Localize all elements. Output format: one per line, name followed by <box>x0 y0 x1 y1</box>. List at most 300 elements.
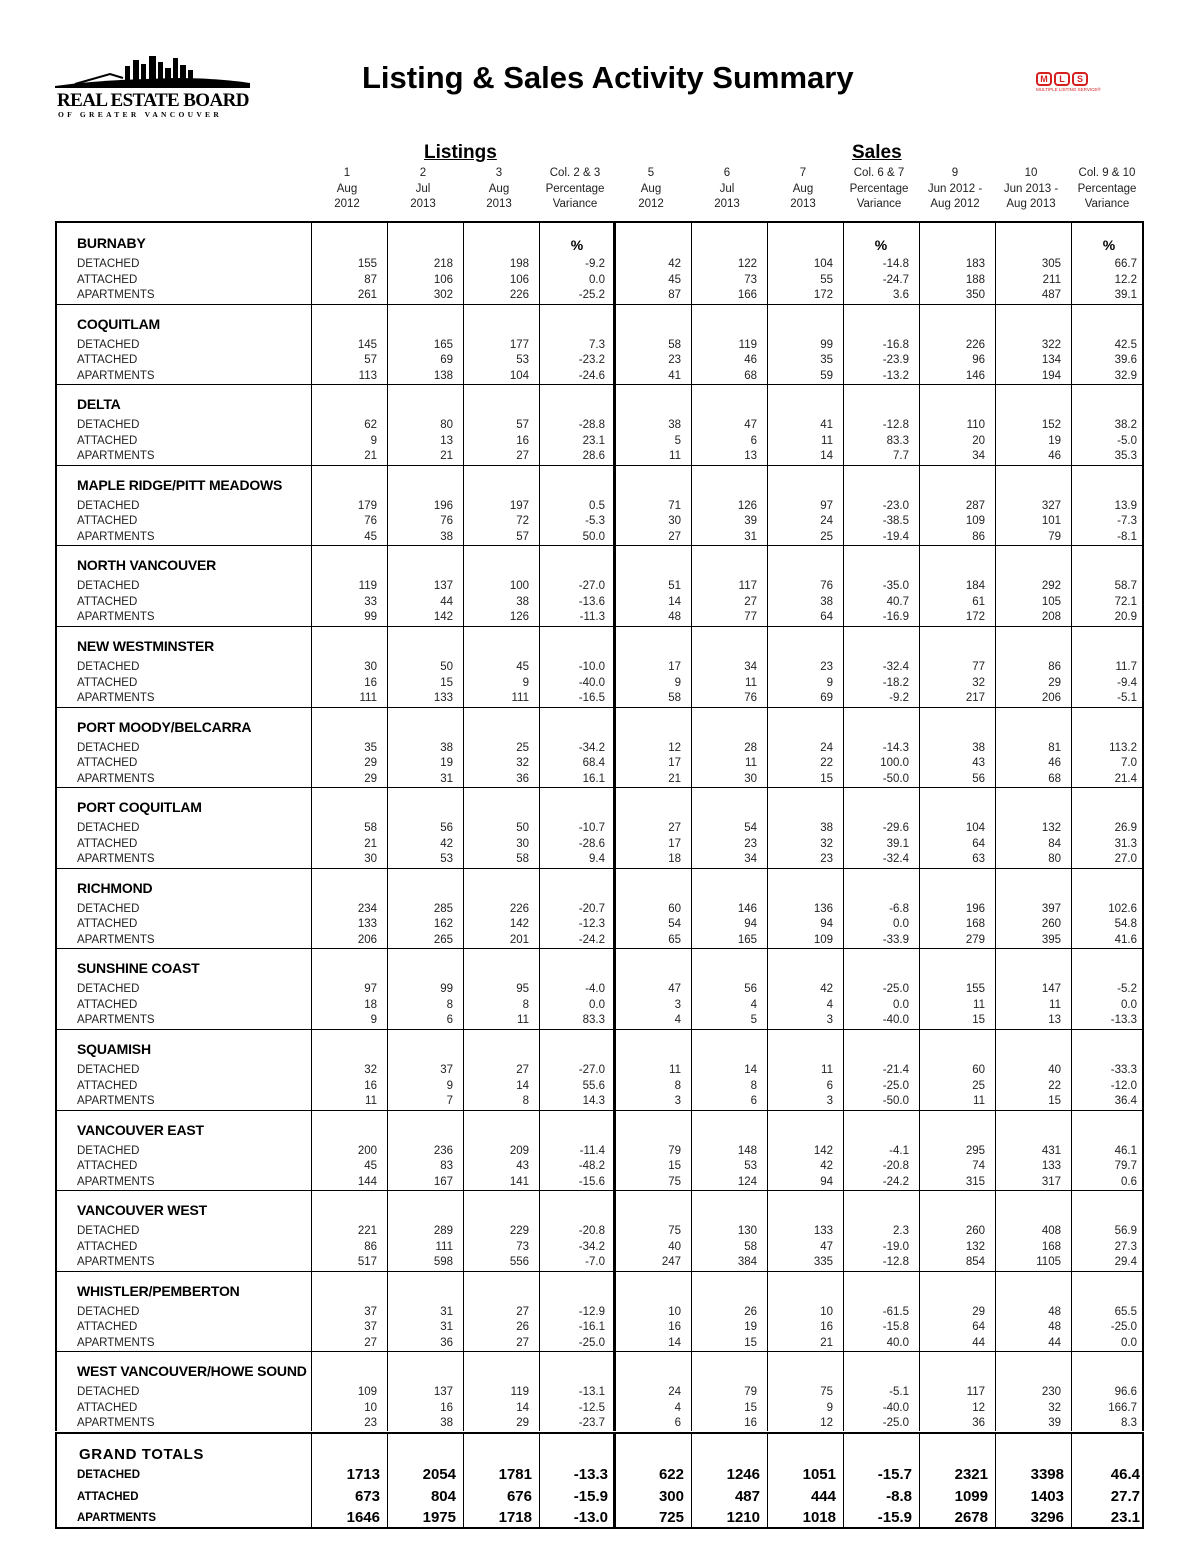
table-cell: 97 <box>820 499 833 512</box>
table-cell: 26 <box>744 1305 757 1318</box>
table-cell: 4 <box>750 998 757 1011</box>
column-header-line: 7 <box>799 167 807 179</box>
column-header-line: Jun 2013 - <box>1003 182 1059 195</box>
table-cell: 4 <box>674 1014 681 1027</box>
table-row <box>57 435 1142 450</box>
table-cell: 42 <box>820 1160 833 1173</box>
region-name: WEST VANCOUVER/HOWE SOUND <box>77 1363 307 1380</box>
table-cell: 36 <box>972 1417 985 1430</box>
table-cell: 104 <box>965 822 985 835</box>
table-cell: 11 <box>821 1064 833 1076</box>
table-cell: -23.9 <box>882 354 909 367</box>
table-cell: 24 <box>668 1386 681 1399</box>
table-cell: 28.6 <box>582 450 605 463</box>
table-cell: 42 <box>820 983 833 996</box>
totals-cell: 622 <box>658 1466 684 1483</box>
column-header-line: Col. 2 & 3 <box>549 167 601 179</box>
table-row <box>57 742 1142 757</box>
table-cell: 27.0 <box>1114 853 1137 866</box>
table-cell: 23 <box>820 853 833 866</box>
table-cell: -33.9 <box>882 933 909 946</box>
table-cell: 247 <box>661 1256 681 1269</box>
table-cell: 146 <box>737 902 757 915</box>
totals-cell: 3296 <box>1030 1509 1064 1526</box>
column-header-line: Jul <box>719 182 735 195</box>
table-cell: 3 <box>674 1095 681 1107</box>
table-cell: 167 <box>433 1175 453 1188</box>
table-cell: 146 <box>965 369 985 382</box>
table-cell: 0.0 <box>1121 998 1137 1011</box>
table-cell: 48 <box>668 611 681 624</box>
table-row <box>57 274 1142 289</box>
table-cell: 9 <box>826 1401 833 1414</box>
table-cell: 24 <box>820 515 833 528</box>
table-cell: 142 <box>813 1144 833 1157</box>
table-cell: 35 <box>820 354 833 367</box>
region-name: WHISTLER/PEMBERTON <box>77 1282 240 1299</box>
column-header-line: 2013 <box>486 198 512 210</box>
table-cell: 57 <box>516 419 529 432</box>
table-cell: 20.9 <box>1114 611 1137 624</box>
table-cell: 15 <box>972 1014 985 1027</box>
row-label: ATTACHED <box>77 998 138 1011</box>
row-label: APARTMENTS <box>77 1175 155 1188</box>
table-row <box>57 1241 1142 1256</box>
table-cell: 15 <box>440 676 453 689</box>
totals-cell: 300 <box>658 1487 684 1505</box>
totals-cell: -15.9 <box>573 1487 608 1505</box>
table-cell: 133 <box>813 1225 833 1238</box>
table-cell: 12 <box>972 1401 985 1414</box>
table-cell: 0.0 <box>589 998 605 1011</box>
table-cell: -13.3 <box>1110 1014 1137 1027</box>
totals-cell: 1018 <box>802 1509 836 1526</box>
table-cell: 230 <box>1041 1386 1061 1399</box>
table-cell: 33 <box>364 595 377 608</box>
table-row <box>57 1064 1142 1079</box>
table-cell: 29 <box>364 772 377 785</box>
row-label: DETACHED <box>77 983 140 996</box>
table-cell: 81 <box>1048 741 1061 754</box>
table-cell: -8.1 <box>1117 530 1137 543</box>
table-cell: 183 <box>965 258 985 270</box>
row-label: APARTMENTS <box>77 1095 155 1107</box>
table-cell: 69 <box>440 354 453 367</box>
table-cell: 32.9 <box>1114 369 1137 382</box>
table-cell: -23.7 <box>578 1417 605 1430</box>
table-cell: 16 <box>364 1079 377 1092</box>
table-cell: 18 <box>364 998 377 1011</box>
table-cell: 261 <box>357 289 377 301</box>
table-cell: 48 <box>1048 1321 1061 1334</box>
table-cell: 79 <box>668 1144 681 1157</box>
table-cell: 21 <box>668 772 681 785</box>
table-cell: 117 <box>738 580 757 593</box>
table-cell: 37 <box>440 1064 453 1076</box>
column-header-line: 6 <box>723 167 731 179</box>
table-cell: -20.8 <box>578 1225 605 1238</box>
row-label: DETACHED <box>77 1386 140 1399</box>
table-cell: 8 <box>522 1095 529 1107</box>
table-cell: 126 <box>509 611 529 624</box>
table-row <box>57 677 1142 692</box>
table-cell: 75 <box>668 1225 681 1238</box>
table-cell: 17 <box>668 837 681 850</box>
table-cell: 27 <box>516 450 529 463</box>
table-row <box>57 354 1142 369</box>
table-cell: 137 <box>433 580 453 593</box>
table-cell: -5.2 <box>1117 983 1137 996</box>
row-label: ATTACHED <box>77 434 138 447</box>
table-cell: 11 <box>973 1095 985 1107</box>
column-header-line: Aug <box>336 182 358 195</box>
table-cell: 44 <box>440 595 453 608</box>
table-cell: 13.9 <box>1114 499 1137 512</box>
column-header <box>689 166 765 213</box>
table-cell: -14.8 <box>882 258 909 270</box>
table-row <box>57 339 1142 354</box>
table-cell: 31 <box>440 1305 453 1318</box>
table-cell: 55.6 <box>582 1079 605 1092</box>
totals-cell: 1718 <box>498 1509 532 1526</box>
table-cell: 5 <box>674 434 681 447</box>
table-cell: 38 <box>668 419 681 432</box>
table-cell: 39 <box>744 515 757 528</box>
table-cell: -19.4 <box>882 530 909 543</box>
table-cell: 30 <box>364 661 377 673</box>
table-row <box>57 661 1142 676</box>
table-cell: 39.1 <box>1114 289 1137 301</box>
column-header <box>461 166 537 213</box>
table-cell: 64 <box>972 1321 985 1334</box>
table-row <box>57 1306 1142 1321</box>
table-cell: -13.1 <box>578 1386 605 1399</box>
table-cell: 104 <box>813 258 833 270</box>
table-cell: 200 <box>357 1144 377 1157</box>
table-cell: 94 <box>744 918 757 931</box>
table-cell: 148 <box>737 1144 757 1157</box>
table-cell: 65.5 <box>1114 1305 1137 1318</box>
table-cell: 384 <box>737 1256 757 1269</box>
table-cell: -16.9 <box>882 611 909 624</box>
table-cell: 31 <box>440 1321 453 1334</box>
row-label: DETACHED <box>77 1305 140 1318</box>
table-cell: 56 <box>744 983 757 996</box>
table-cell: 111 <box>511 692 529 704</box>
region-block <box>57 465 1142 546</box>
table-cell: 12 <box>668 741 681 754</box>
table-cell: 0.5 <box>589 499 605 512</box>
table-cell: 27 <box>668 530 681 543</box>
region-name: SQUAMISH <box>77 1041 151 1057</box>
column-header-line: Aug <box>792 182 814 195</box>
table-cell: 46 <box>1048 757 1061 770</box>
region-block <box>57 787 1142 868</box>
table-cell: 68.4 <box>582 757 605 770</box>
table-cell: 13 <box>440 434 453 447</box>
table-cell: 27 <box>364 1336 377 1349</box>
table-cell: -9.2 <box>889 692 909 704</box>
table-cell: 172 <box>965 611 985 624</box>
table-cell: 34 <box>744 853 757 866</box>
table-cell: 41.6 <box>1114 933 1137 946</box>
table-cell: 201 <box>509 933 529 946</box>
table-cell: 9 <box>674 676 681 689</box>
table-cell: 32 <box>516 757 529 770</box>
table-cell: 130 <box>737 1225 757 1238</box>
totals-cell: -13.0 <box>573 1509 608 1526</box>
table-cell: -20.7 <box>578 902 605 915</box>
table-cell: 23 <box>364 1417 377 1430</box>
table-cell: 196 <box>433 499 453 512</box>
table-cell: 54.8 <box>1114 918 1137 931</box>
table-cell: 322 <box>1041 338 1061 351</box>
table-row <box>57 1095 1142 1110</box>
row-label: APARTMENTS <box>77 772 155 785</box>
table-cell: 87 <box>364 273 377 286</box>
table-cell: -25.0 <box>882 1079 909 1092</box>
table-cell: 84 <box>1048 837 1061 850</box>
table-cell: 126 <box>737 499 757 512</box>
table-row <box>57 757 1142 772</box>
table-cell: 23 <box>820 661 833 673</box>
table-cell: 87 <box>668 289 681 301</box>
table-cell: 119 <box>510 1386 529 1399</box>
table-cell: 16 <box>364 676 377 689</box>
table-cell: 119 <box>358 580 377 593</box>
region-block <box>57 1110 1142 1191</box>
table-cell: 39.1 <box>886 837 909 850</box>
table-cell: 37 <box>364 1321 377 1334</box>
table-cell: 14 <box>668 1336 681 1349</box>
table-cell: 142 <box>433 611 453 624</box>
table-cell: 50 <box>440 661 453 673</box>
table-cell: 73 <box>516 1240 529 1253</box>
table-cell: 66.7 <box>1114 258 1137 270</box>
table-cell: 19 <box>744 1321 757 1334</box>
table-cell: 36 <box>440 1336 453 1349</box>
totals-cell: 1403 <box>1030 1487 1064 1505</box>
totals-cell: -15.9 <box>877 1509 912 1526</box>
table-cell: 80 <box>440 419 453 432</box>
table-cell: 14 <box>516 1401 529 1414</box>
table-cell: 18 <box>668 853 681 866</box>
table-row <box>57 1417 1142 1432</box>
table-cell: 30 <box>744 772 757 785</box>
table-cell: 111 <box>435 1240 453 1253</box>
table-row <box>57 773 1142 788</box>
totals-cell: 487 <box>734 1487 760 1505</box>
row-label: ATTACHED <box>77 1401 138 1414</box>
table-cell: -7.3 <box>1117 515 1137 528</box>
table-cell: -24.2 <box>578 933 605 946</box>
table-cell: 113.2 <box>1109 741 1137 754</box>
table-cell: -35.0 <box>882 580 909 593</box>
table-cell: 23 <box>744 837 757 850</box>
table-cell: 86 <box>1048 661 1061 673</box>
table-row <box>57 1080 1142 1095</box>
table-cell: 122 <box>737 258 757 270</box>
table-cell: 38 <box>820 822 833 835</box>
table-cell: 11 <box>1049 998 1061 1011</box>
table-cell: -27.0 <box>578 1064 605 1076</box>
row-label: APARTMENTS <box>77 1256 155 1269</box>
table-cell: 305 <box>1041 258 1061 270</box>
table-cell: 61 <box>972 595 985 608</box>
table-cell: 86 <box>364 1240 377 1253</box>
table-cell: 62 <box>364 419 377 432</box>
table-cell: 487 <box>1041 289 1061 301</box>
table-cell: 133 <box>357 918 377 931</box>
table-row <box>57 1145 1142 1160</box>
table-cell: -5.1 <box>889 1386 909 1399</box>
column-header-line: Percentage <box>545 182 605 195</box>
column-header-line: Aug 2012 <box>930 198 980 210</box>
table-cell: 20 <box>972 434 985 447</box>
row-label: ATTACHED <box>77 1490 139 1503</box>
table-cell: 236 <box>433 1144 453 1157</box>
table-cell: 124 <box>737 1175 757 1188</box>
column-header <box>385 166 461 213</box>
table-cell: -23.0 <box>882 499 909 512</box>
table-cell: 76 <box>364 515 377 528</box>
column-header <box>1069 166 1145 213</box>
table-row <box>57 1256 1142 1271</box>
table-cell: 47 <box>668 983 681 996</box>
table-cell: 53 <box>440 853 453 866</box>
table-cell: 395 <box>1041 933 1061 946</box>
table-cell: 209 <box>509 1144 529 1157</box>
listings-heading: Listings <box>424 142 497 163</box>
totals-cell: 2054 <box>422 1466 456 1483</box>
column-header-line: Variance <box>552 198 598 210</box>
table-cell: 83.3 <box>582 1014 605 1027</box>
column-header <box>917 166 993 213</box>
table-cell: -25.0 <box>882 983 909 996</box>
row-label: DETACHED <box>77 902 140 915</box>
table-row <box>57 596 1142 611</box>
totals-cell: 1051 <box>802 1466 836 1483</box>
row-label: APARTMENTS <box>77 289 155 301</box>
table-cell: 138 <box>433 369 453 382</box>
table-cell: -13.6 <box>578 595 605 608</box>
table-cell: 295 <box>965 1144 985 1157</box>
region-name: PORT COQUITLAM <box>77 799 202 816</box>
table-cell: 109 <box>357 1386 377 1399</box>
table-cell: -4.1 <box>889 1144 909 1157</box>
table-cell: -40.0 <box>882 1014 909 1027</box>
mls-letter: M <box>1036 72 1052 86</box>
logo-subtitle: OF GREATER VANCOUVER <box>58 110 223 119</box>
region-name: COQUITLAM <box>77 315 160 332</box>
table-cell: -11.4 <box>579 1144 605 1157</box>
totals-row <box>57 1488 1142 1508</box>
row-label: DETACHED <box>77 1469 141 1481</box>
table-cell: 197 <box>509 499 529 512</box>
table-cell: 28 <box>744 741 757 754</box>
table-cell: 206 <box>1041 692 1061 704</box>
table-cell: 39.6 <box>1114 354 1137 367</box>
table-cell: -25.0 <box>578 1336 605 1349</box>
table-cell: 50.0 <box>582 530 605 543</box>
table-cell: 46 <box>744 354 757 367</box>
row-label: APARTMENTS <box>77 933 155 946</box>
table-cell: 14 <box>668 595 681 608</box>
table-cell: 83 <box>440 1160 453 1173</box>
table-cell: 55 <box>820 273 833 286</box>
table-cell: 145 <box>357 338 377 351</box>
table-cell: 76 <box>744 692 757 704</box>
table-cell: 43 <box>972 757 985 770</box>
table-cell: 38 <box>516 595 529 608</box>
table-cell: 75 <box>668 1175 681 1188</box>
table-cell: 58 <box>668 338 681 351</box>
table-cell: -61.5 <box>882 1305 909 1318</box>
region-name: NEW WESTMINSTER <box>77 638 214 654</box>
table-cell: -10.0 <box>578 661 605 673</box>
table-cell: 397 <box>1041 902 1061 915</box>
table-cell: -34.2 <box>578 741 605 754</box>
table-cell: 36.4 <box>1114 1095 1137 1107</box>
table-cell: -18.2 <box>882 676 909 689</box>
table-cell: -12.9 <box>578 1305 605 1318</box>
totals-cell: 1246 <box>726 1466 760 1483</box>
table-cell: 226 <box>965 338 985 351</box>
table-cell: 141 <box>509 1175 529 1188</box>
row-label: ATTACHED <box>77 757 138 770</box>
table-cell: 16 <box>744 1417 757 1430</box>
table-cell: 184 <box>965 580 985 593</box>
table-cell: 226 <box>509 289 529 301</box>
table-cell: 42 <box>668 258 681 270</box>
region-name: PORT MOODY/BELCARRA <box>77 718 252 735</box>
column-header-line: 2013 <box>714 198 740 210</box>
table-cell: 0.0 <box>1121 1336 1137 1349</box>
table-cell: 27 <box>516 1064 529 1076</box>
table-cell: -29.6 <box>882 822 909 835</box>
table-cell: 47 <box>744 419 757 432</box>
table-cell: 45 <box>516 661 529 673</box>
table-cell: 80 <box>1048 853 1061 866</box>
region-name: VANCOUVER WEST <box>77 1202 207 1219</box>
table-row <box>57 918 1142 933</box>
table-cell: -14.3 <box>882 741 909 754</box>
table-cell: 21 <box>364 450 377 463</box>
table-cell: 16 <box>668 1321 681 1334</box>
table-cell: 79 <box>744 1386 757 1399</box>
table-cell: 350 <box>965 289 985 301</box>
table-row <box>57 1176 1142 1191</box>
table-cell: -27.0 <box>578 580 605 593</box>
mls-caption: MULTIPLE LISTING SERVICE® <box>1036 87 1101 92</box>
table-cell: 99 <box>820 338 833 351</box>
table-cell: 40 <box>1048 1064 1061 1076</box>
table-cell: 100.0 <box>880 757 909 770</box>
table-cell: 96 <box>972 354 985 367</box>
table-row <box>57 515 1142 530</box>
table-cell: 106 <box>509 273 529 286</box>
table-cell: 30 <box>516 837 529 850</box>
table-cell: -40.0 <box>882 1401 909 1414</box>
table-cell: 15 <box>668 1160 681 1173</box>
column-header-line: Col. 6 & 7 <box>853 167 905 179</box>
table-cell: 327 <box>1041 499 1061 512</box>
table-cell: 14.3 <box>582 1095 605 1107</box>
column-header-line: Aug <box>488 182 510 195</box>
region-name: RICHMOND <box>77 879 153 896</box>
table-cell: 68 <box>744 369 757 382</box>
table-cell: 16 <box>820 1321 833 1334</box>
